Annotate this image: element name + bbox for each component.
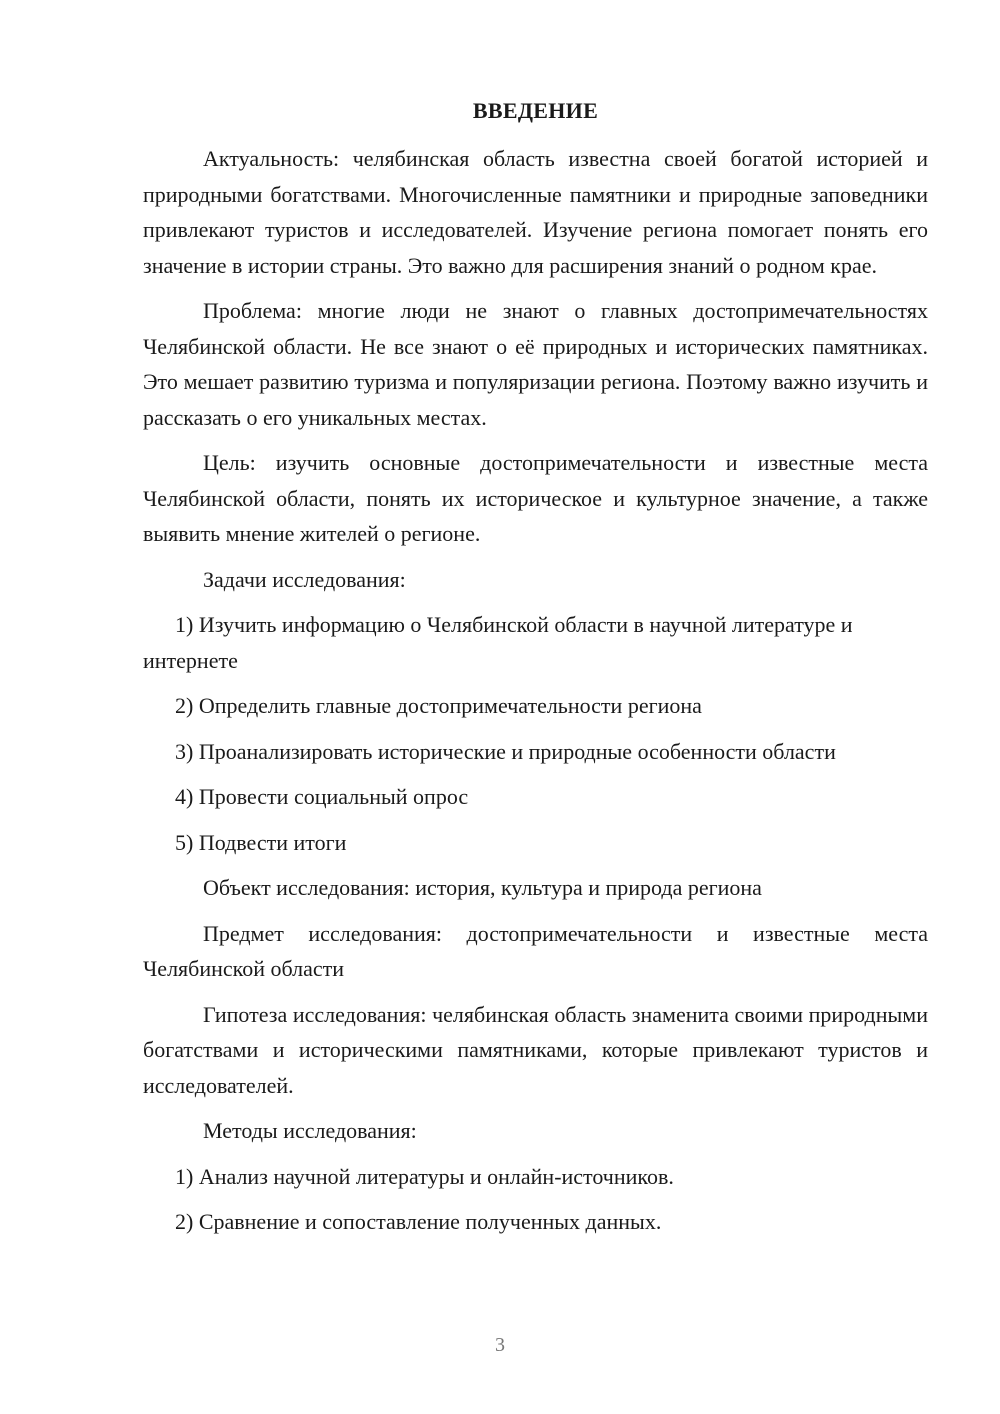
object-paragraph: Объект исследования: история, культура и природа региона [203,875,762,900]
goal-paragraph: Цель: изучить основные достопримечательности и известные места Челябинской области, понять их историческое и культурное значение, а также выявить мнение жителей о регионе. [143,450,928,546]
problem-paragraph: Проблема: многие люди не знают о главных достопримечательностях Челябинской области. Не все знают о её природных и исторических памятниках. Это мешает развитию туризма и популяризации региона. Поэтому важно изучить и рассказать о его уникальных местах. [143,298,928,430]
hypothesis-paragraph: Гипотеза исследования: челябинская область знаменита своими природными богатствами и историческими памятниками, которые привлекают туристов и исследователей. [143,1001,928,1098]
page-number: 3 [495,1334,505,1356]
section-title: ВВЕДЕНИЕ [472,98,599,123]
tasks-heading: Задачи исследования: [203,566,406,592]
relevance-paragraph: Актуальность: челябинская область известна своей богатой историей и природными богатствами. Многочисленные памятники и природные заповедники привлекают туристов и исследователей. Изучение региона помогает понять его значение в истории страны. Это важно для расширения знаний о родном крае. [143,146,928,278]
method-item-2: 2) Сравнение и сопоставление полученных данных. [175,1209,662,1234]
subject-paragraph: Предмет исследования: достопримечательности и известные места Челябинской области [143,920,928,981]
task-item-1: 1) Изучить информацию о Челябинской области в научной литературе и интернете [143,612,853,673]
task-item-4: 4) Провести социальный опрос [175,784,469,809]
methods-heading: Методы исследования: [203,1118,417,1143]
task-item-3: 3) Проанализировать исторические и природные особенности области [175,738,836,764]
document-page [143,96,928,1250]
task-item-2: 2) Определить главные достопримечательности региона [175,693,702,718]
method-item-1: 1) Анализ научной литературы и онлайн-источников. [175,1163,674,1189]
task-item-5: 5) Подвести итоги [175,829,347,855]
